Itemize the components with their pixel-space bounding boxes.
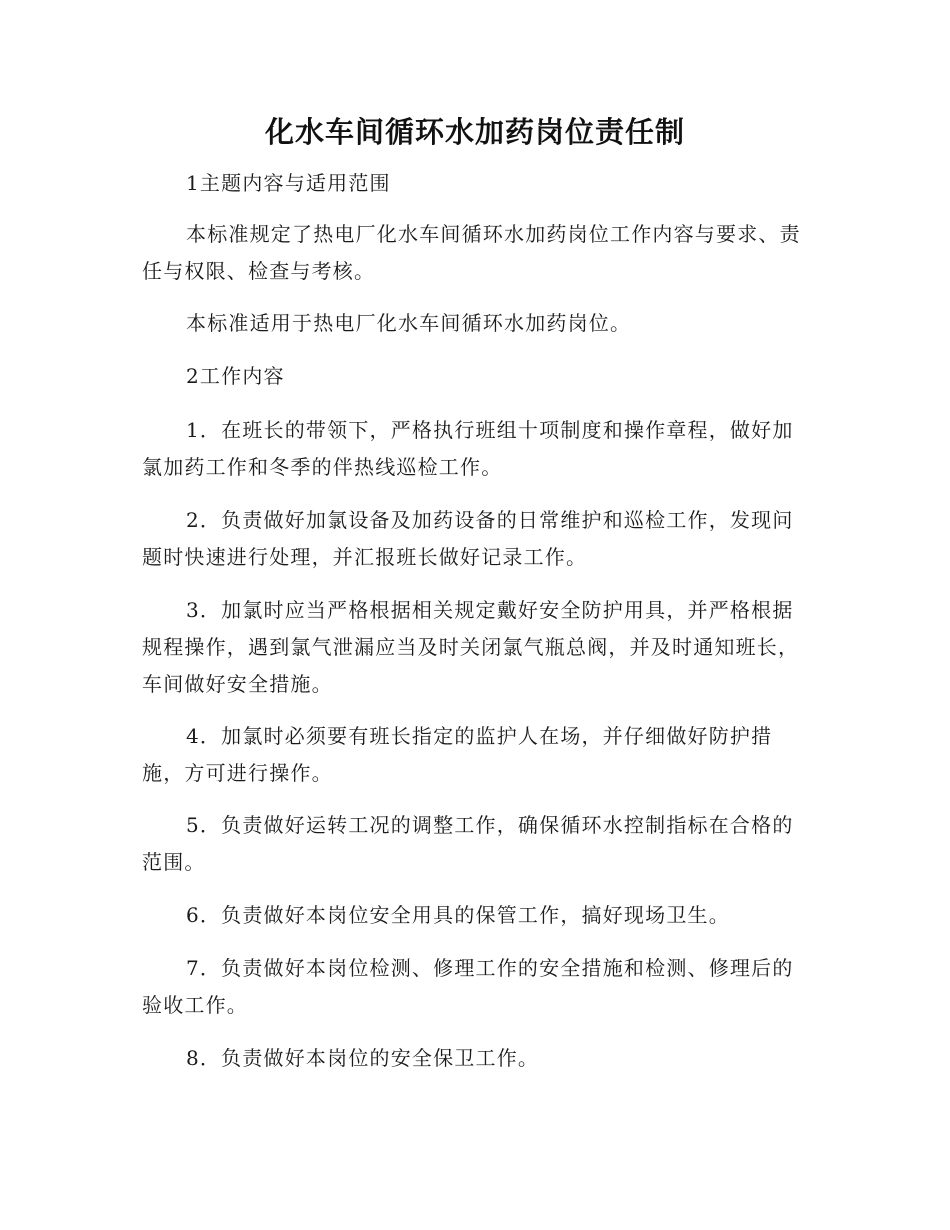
list-item-1: 1．在班长的带领下，严格执行班组十项制度和操作章程，做好加氯加药工作和冬季的伴热线巡检工作。 <box>142 418 794 479</box>
list-item-7: 7．负责做好本岗位检测、修理工作的安全措施和检测、修理后的验收工作。 <box>142 956 794 1017</box>
list-item-3: 3．加氯时应当严格根据相关规定戴好安全防护用具，并严格根据规程操作，遇到氯气泄漏应当及时关闭氯气瓶总阀，并及时通知班长，车间做好安全措施。 <box>142 598 800 696</box>
list-item-6: 6．负责做好本岗位安全用具的保管工作，搞好现场卫生。 <box>186 903 730 927</box>
section-heading-1: 1主题内容与适用范围 <box>186 171 391 195</box>
list-item-5: 5．负责做好运转工况的调整工作，确保循环水控制指标在合格的范围。 <box>142 813 794 874</box>
paragraph-scope: 本标准规定了热电厂化水车间循环水加药岗位工作内容与要求、责任与权限、检查与考核。 <box>142 222 801 283</box>
document-title: 化水车间循环水加药岗位责任制 <box>264 115 685 149</box>
list-item-2: 2．负责做好加氯设备及加药设备的日常维护和巡检工作，发现问题时快速进行处理，并汇报班长做好记录工作。 <box>142 508 794 569</box>
list-item-8: 8．负责做好本岗位的安全保卫工作。 <box>186 1046 540 1070</box>
paragraph-applicability: 本标准适用于热电厂化水车间循环水加药岗位。 <box>186 311 632 335</box>
list-item-4: 4．加氯时必须要有班长指定的监护人在场，并仔细做好防护措施，方可进行操作。 <box>142 724 773 785</box>
section-heading-2: 2工作内容 <box>186 364 285 388</box>
